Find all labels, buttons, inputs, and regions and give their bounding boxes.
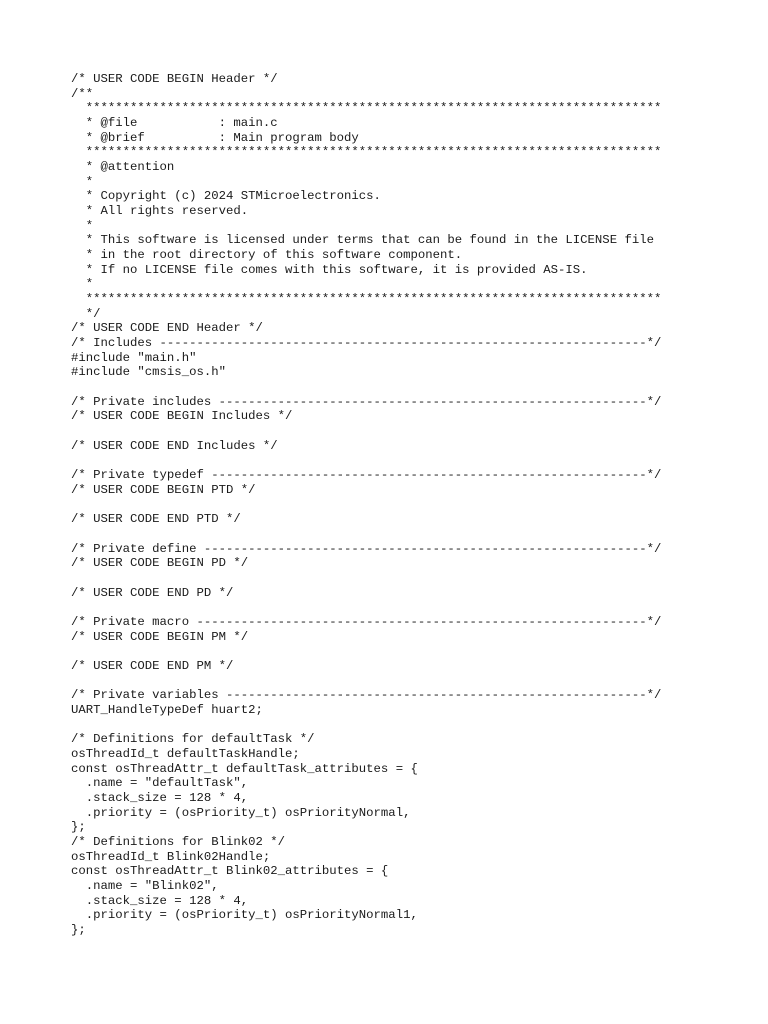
code-line: ****************************************************************************** xyxy=(71,145,662,160)
code-line: /* USER CODE END PTD */ xyxy=(71,512,241,527)
code-line: * @brief : Main program body xyxy=(71,130,359,145)
code-line: * All rights reserved. xyxy=(71,204,249,219)
code-line xyxy=(71,718,661,733)
code-line: /* USER CODE END PM */ xyxy=(71,658,234,673)
code-line: /* Private includes ----------------------------------------------------------*/ xyxy=(71,394,662,409)
code-line xyxy=(71,527,661,542)
code-line: * @file : main.c xyxy=(71,116,278,131)
code-line xyxy=(71,600,661,615)
code-line: /* USER CODE END Header */ xyxy=(71,321,263,336)
code-line: /* Private macro -------------------------------------------------------------*/ xyxy=(71,614,662,629)
code-line xyxy=(71,571,661,586)
source-code-listing xyxy=(71,72,661,938)
code-line: osThreadId_t Blink02Handle; xyxy=(71,849,271,864)
code-line xyxy=(71,497,661,512)
code-line: /* Private variables ---------------------------------------------------------*/ xyxy=(71,688,662,703)
code-line xyxy=(71,424,661,439)
code-line: /* Definitions for defaultTask */ xyxy=(71,732,315,747)
code-line: /* Includes ------------------------------------------------------------------*/ xyxy=(71,336,662,351)
code-line xyxy=(71,674,661,689)
code-line: #include "main.h" xyxy=(71,350,197,365)
code-line: * @attention xyxy=(71,160,175,175)
code-line: /* Private typedef -----------------------------------------------------------*/ xyxy=(71,468,662,483)
code-line: /* USER CODE BEGIN PTD */ xyxy=(71,482,256,497)
code-line: /* USER CODE END PD */ xyxy=(71,585,234,600)
code-line xyxy=(71,380,661,395)
code-line xyxy=(71,644,661,659)
code-line: .priority = (osPriority_t) osPriorityNormal, xyxy=(71,805,411,820)
code-line: /* USER CODE BEGIN PM */ xyxy=(71,629,249,644)
code-line: * in the root directory of this software component. xyxy=(71,248,463,263)
code-line: ****************************************************************************** xyxy=(71,292,662,307)
code-line: /* USER CODE BEGIN PD */ xyxy=(71,556,249,571)
code-line: * This software is licensed under terms that can be found in the LICENSE file xyxy=(71,233,654,248)
code-line: }; xyxy=(71,922,86,937)
code-line: .stack_size = 128 * 4, xyxy=(71,893,249,908)
code-line: /* Private define ------------------------------------------------------------*/ xyxy=(71,541,662,556)
code-line xyxy=(71,453,661,468)
code-line: osThreadId_t defaultTaskHandle; xyxy=(71,746,300,761)
code-line: * xyxy=(71,174,94,189)
code-line: * xyxy=(71,218,94,233)
code-line: const osThreadAttr_t Blink02_attributes = { xyxy=(71,864,389,879)
code-line: }; xyxy=(71,820,86,835)
code-line: * xyxy=(71,277,94,292)
code-line: /* USER CODE END Includes */ xyxy=(71,438,278,453)
code-line: .priority = (osPriority_t) osPriorityNormal1, xyxy=(71,908,418,923)
code-line: UART_HandleTypeDef huart2; xyxy=(71,702,263,717)
code-line: .name = "defaultTask", xyxy=(71,776,249,791)
code-line: /* USER CODE BEGIN Header */ xyxy=(71,72,278,86)
code-line: /* Definitions for Blink02 */ xyxy=(71,834,286,849)
code-line: /* USER CODE BEGIN Includes */ xyxy=(71,409,293,424)
code-line: #include "cmsis_os.h" xyxy=(71,365,226,380)
code-line: ****************************************************************************** xyxy=(71,101,662,116)
code-line: * If no LICENSE file comes with this software, it is provided AS-IS. xyxy=(71,262,588,277)
code-line: */ xyxy=(71,306,101,321)
code-line: .stack_size = 128 * 4, xyxy=(71,790,249,805)
code-line: * Copyright (c) 2024 STMicroelectronics. xyxy=(71,189,381,204)
code-line: .name = "Blink02", xyxy=(71,878,219,893)
code-line: /** xyxy=(71,86,94,101)
code-line: const osThreadAttr_t defaultTask_attributes = { xyxy=(71,761,418,776)
